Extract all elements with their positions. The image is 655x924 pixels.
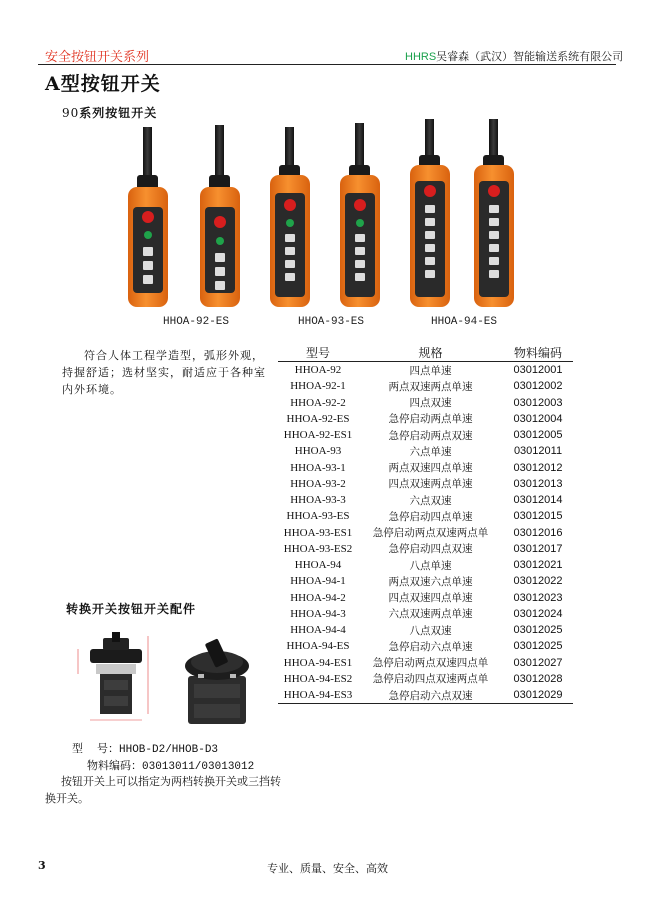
accessory-code — [87, 757, 254, 773]
table-row — [278, 541, 573, 557]
cell-spec: 急停启动六点单速 — [388, 640, 473, 653]
cell-code: 03012029 — [503, 687, 573, 704]
cell-code: 03012005 — [513, 429, 563, 442]
cell-code: 03012015 — [513, 510, 563, 523]
code-value: 03013011/03013012 — [142, 761, 255, 773]
model-value: HHOB-D2/HHOB-D3 — [119, 744, 219, 756]
cell-code: 03012027 — [513, 656, 563, 669]
cell-spec: 六点双速两点单速 — [388, 608, 473, 621]
cell-model: HHOA-94-2 — [290, 591, 346, 604]
cell-spec: 急停启动四点单速 — [388, 510, 473, 523]
cell-spec: 四点双速两点单速 — [388, 478, 473, 491]
cell-model: HHOA-92-ES1 — [283, 429, 353, 442]
table-row — [278, 525, 573, 541]
cell-code: 03012025 — [513, 624, 563, 637]
cell-model: HHOA-94-ES2 — [283, 672, 353, 685]
pendant-94-b — [474, 119, 514, 307]
cell-model: HHOA-94-4 — [290, 624, 346, 637]
company-name: 吴睿森（武汉）智能输送系统有限公司 — [436, 50, 624, 63]
product-description: 符合人体工程学造型，弧形外观，持握舒适；选材坚实，耐适应于各种室内外环境。 — [62, 349, 266, 396]
cell-code: 03012023 — [513, 591, 563, 604]
table-row — [278, 655, 573, 671]
caption-92-es: HHOA-92-ES — [163, 316, 230, 328]
cell-spec: 四点单速 — [409, 364, 452, 377]
page-title: A型按钮开关 — [45, 73, 161, 95]
cell-code: 03012028 — [513, 672, 563, 685]
table-row — [278, 590, 573, 606]
cell-model: HHOA-93-2 — [290, 477, 346, 490]
accessory-model — [72, 740, 218, 756]
cell-model: HHOA-94-3 — [290, 607, 346, 620]
cell-code: 03012003 — [513, 396, 563, 409]
cell-model: HHOA-94 — [294, 559, 342, 572]
cell-code: 03012013 — [513, 477, 563, 490]
cell-code: 03012004 — [513, 412, 563, 425]
table-row — [278, 395, 573, 411]
cell-code: 03012014 — [513, 494, 563, 507]
cell-code: 03012002 — [513, 380, 563, 393]
cell-model: HHOA-92-2 — [290, 396, 346, 409]
cell-model: HHOA-92 — [294, 364, 342, 377]
footer-slogan: 专业、质量、安全、高效 — [267, 862, 388, 875]
pendant-92-b — [200, 125, 240, 307]
table-row — [278, 443, 573, 459]
cell-spec: 六点双速 — [409, 494, 452, 507]
pendant-94 — [410, 119, 450, 307]
cell-spec: 八点单速 — [409, 559, 452, 572]
accessory-note: 按钮开关上可以指定为两档转换开关或三挡转换开关。 — [45, 775, 281, 805]
cell-model: HHOA-94-ES3 — [278, 687, 358, 704]
table-row — [278, 492, 573, 508]
table-row — [278, 638, 573, 654]
cell-code: 03012016 — [513, 526, 563, 539]
pendant-switches-image — [118, 119, 518, 309]
selector-switch-image — [70, 624, 270, 734]
table-row — [278, 573, 573, 589]
cell-model: HHOA-92-ES — [286, 412, 350, 425]
cell-code: 03012001 — [513, 364, 563, 377]
table-row — [278, 476, 573, 492]
switch-photo — [185, 638, 249, 724]
cell-code: 03012017 — [513, 542, 563, 555]
cell-model: HHOA-93-3 — [290, 494, 346, 507]
table-row — [278, 622, 573, 638]
table-row — [278, 411, 573, 427]
col-header-model: 型号 — [278, 344, 358, 362]
cell-spec: 六点单速 — [409, 445, 452, 458]
cell-spec: 急停启动四点双速 — [388, 543, 473, 556]
cell-code: 03012024 — [513, 607, 563, 620]
cell-spec: 两点双速六点单速 — [388, 575, 473, 588]
cell-spec: 急停启动四点双速两点单 — [372, 673, 489, 686]
cell-code: 03012021 — [513, 559, 563, 572]
col-header-spec: 规格 — [358, 344, 503, 362]
cell-spec: 两点双速四点单速 — [388, 462, 473, 475]
table-row — [278, 557, 573, 573]
cell-code: 03012025 — [513, 640, 563, 653]
code-label: 物料编码： — [87, 759, 142, 772]
table-row — [278, 362, 573, 379]
cell-spec: 急停启动两点单速 — [388, 413, 473, 426]
cell-spec: 四点双速 — [409, 397, 452, 410]
cell-spec: 急停启动六点双速 — [358, 687, 503, 704]
model-label: 型 号： — [72, 742, 119, 755]
cell-spec: 急停启动两点双速四点单 — [372, 657, 489, 670]
cell-model: HHOA-93-ES1 — [283, 526, 353, 539]
col-header-code: 物料编码 — [503, 344, 573, 362]
header-series-title: 安全按钮开关系列 — [45, 50, 150, 65]
table-header-row — [278, 344, 573, 362]
cell-code: 03012022 — [513, 575, 563, 588]
cell-spec: 四点双速四点单速 — [388, 592, 473, 605]
cell-model: HHOA-94-1 — [290, 575, 346, 588]
cell-code: 03012012 — [513, 461, 563, 474]
header-divider — [38, 64, 616, 65]
table-row — [278, 427, 573, 443]
table-row — [278, 606, 573, 622]
accessory-title: 转换开关按钮开关配件 — [66, 602, 197, 616]
table-row — [278, 671, 573, 687]
table-body — [278, 362, 573, 704]
series-text: 系列按钮开关 — [79, 106, 158, 120]
table-row — [278, 460, 573, 476]
cell-model: HHOA-93 — [294, 445, 342, 458]
pendant-93-b — [340, 123, 380, 307]
caption-93-es: HHOA-93-ES — [298, 316, 365, 328]
table-row — [278, 687, 573, 704]
cell-spec: 急停启动两点双速 — [388, 429, 473, 442]
cell-model: HHOA-93-ES — [286, 510, 350, 523]
cell-spec: 八点双速 — [409, 624, 452, 637]
brand-name: HHRS — [405, 51, 437, 63]
series-number: 90 — [62, 106, 80, 120]
dimension-drawing — [78, 632, 148, 720]
table-row — [278, 508, 573, 524]
header-company — [405, 48, 623, 64]
cell-spec: 两点双速两点单速 — [388, 380, 473, 393]
pendant-93 — [270, 127, 310, 307]
cell-model: HHOA-94-ES1 — [283, 656, 353, 669]
page-number: 3 — [38, 859, 46, 872]
cell-model: HHOA-92-1 — [290, 380, 346, 393]
cell-model: HHOA-93-ES2 — [283, 542, 353, 555]
table-row — [278, 378, 573, 394]
cell-code: 03012011 — [513, 445, 563, 458]
caption-94-es: HHOA-94-ES — [431, 316, 498, 328]
cell-spec: 急停启动两点双速两点单 — [372, 527, 489, 540]
pendant-92 — [128, 127, 168, 307]
cell-model: HHOA-93-1 — [290, 461, 346, 474]
cell-model: HHOA-94-ES — [286, 640, 350, 653]
spec-table — [278, 344, 573, 704]
